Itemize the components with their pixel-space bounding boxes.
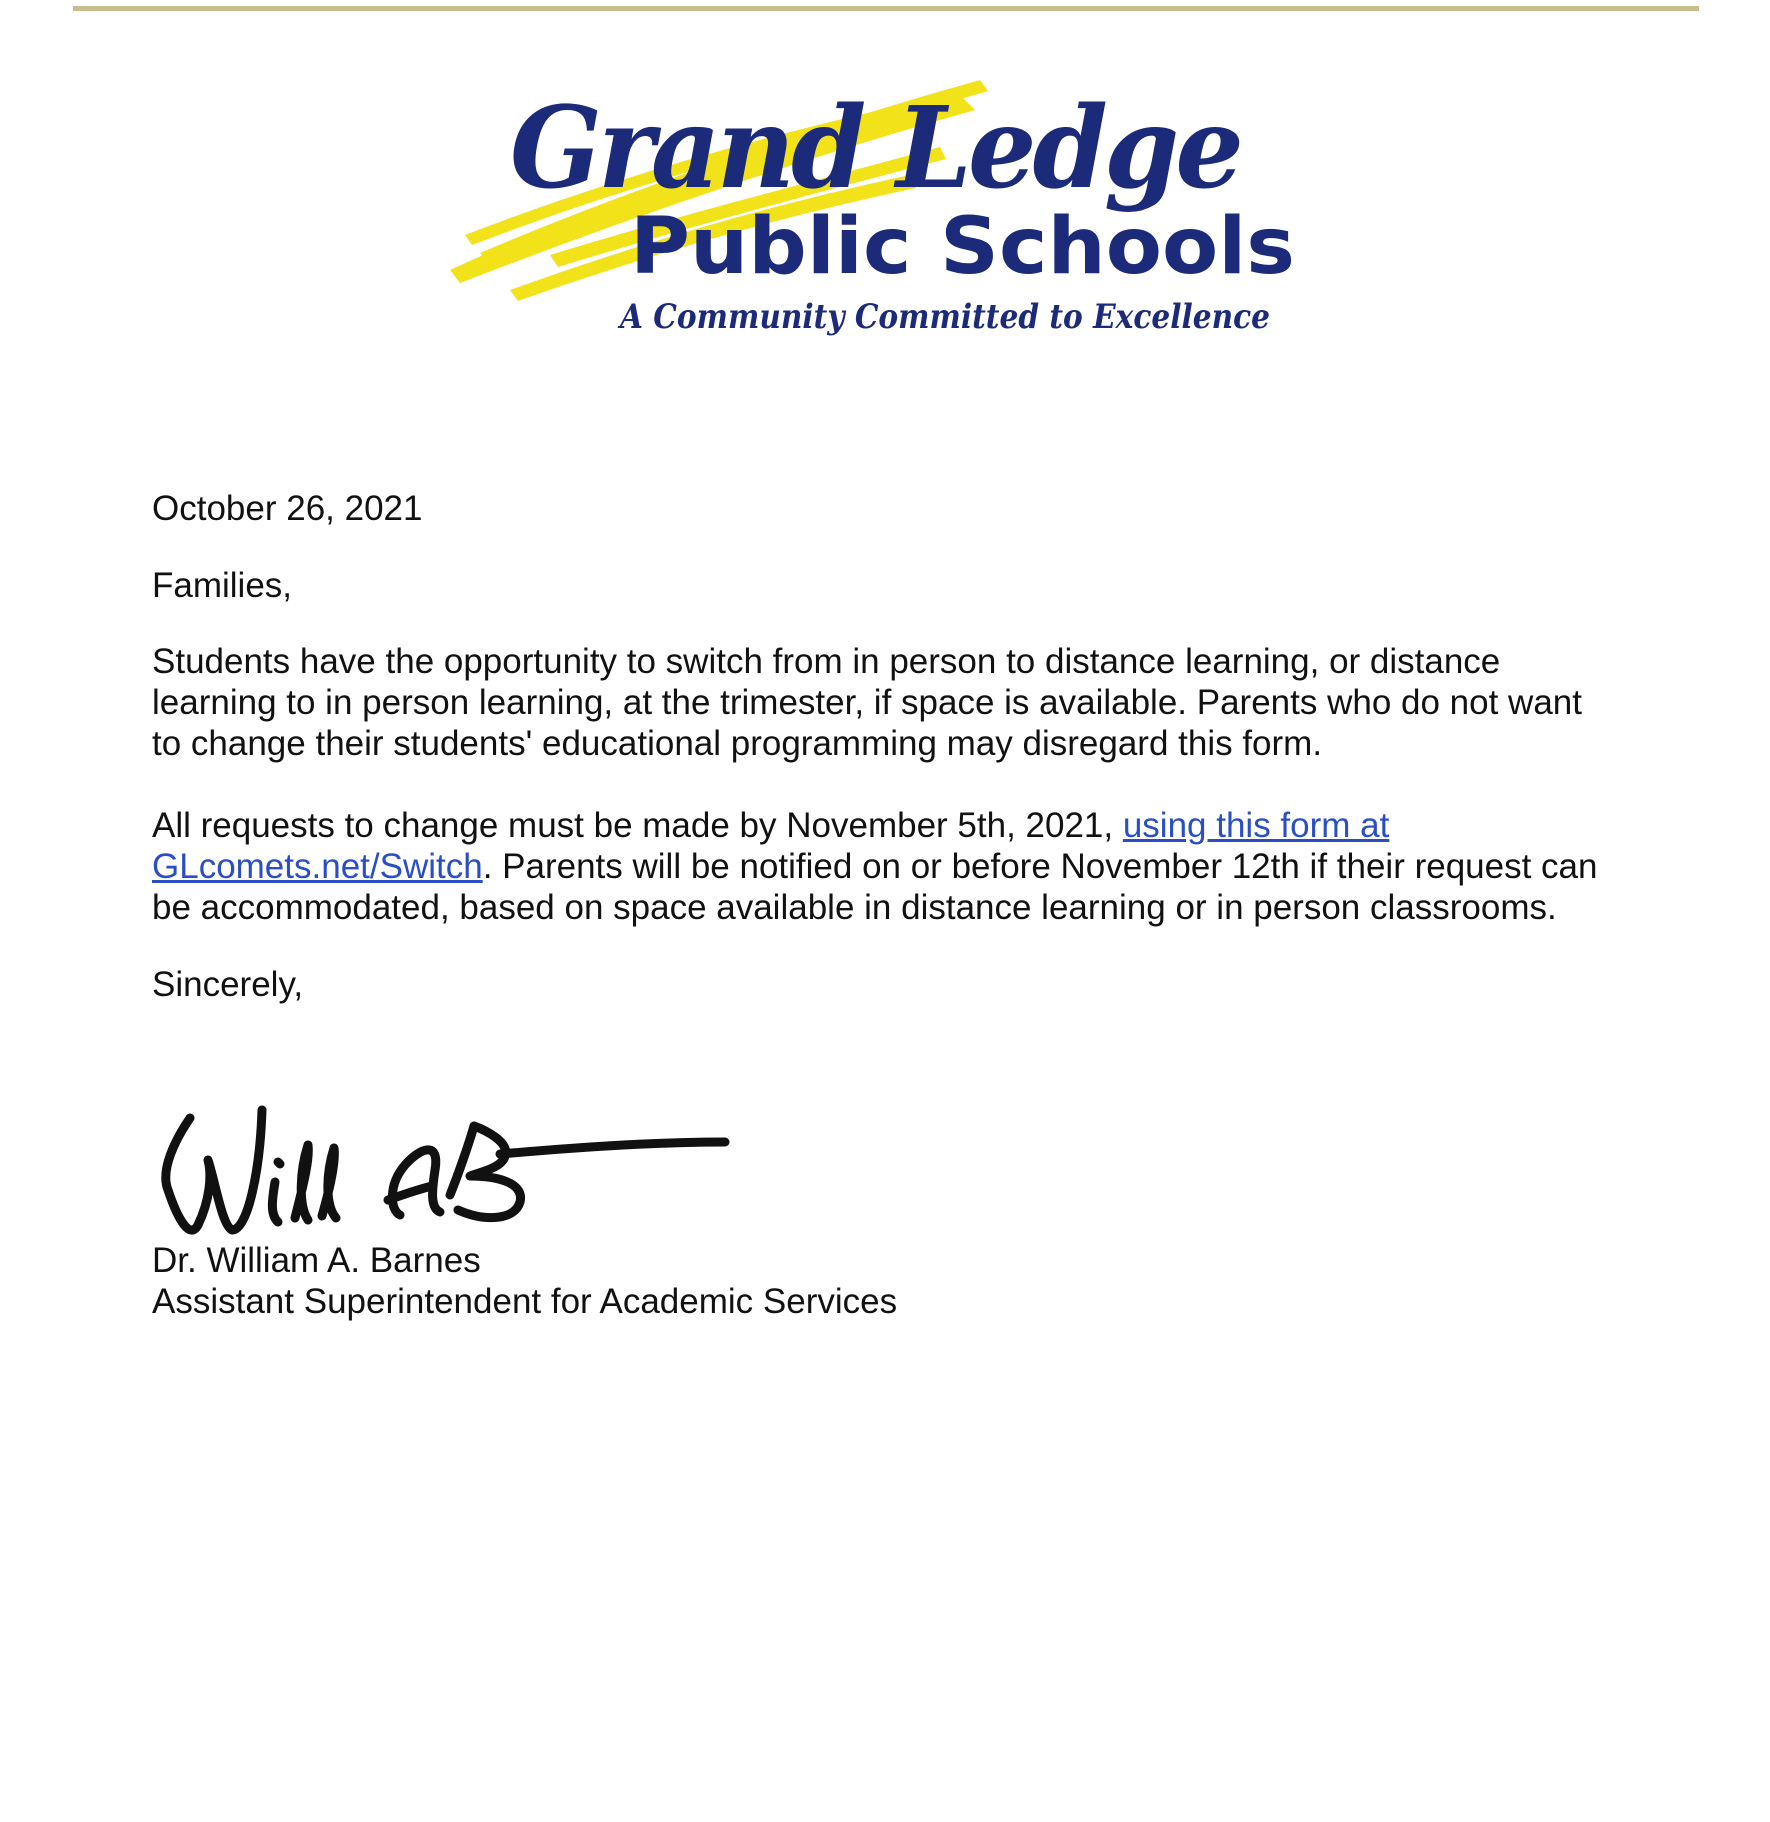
top-rule xyxy=(73,6,1699,11)
signer-name: Dr. William A. Barnes xyxy=(152,1241,481,1280)
letter-date: October 26, 2021 xyxy=(152,489,423,528)
logo-line1: Grand Ledge xyxy=(510,83,1240,214)
paragraph2-text-before-link: All requests to change must be made by November 5th, 2021, xyxy=(152,806,1123,845)
logo-tagline: A Community Committed to Excellence xyxy=(617,297,1270,337)
salutation: Families, xyxy=(152,566,293,605)
signer-title: Assistant Superintendent for Academic Services xyxy=(152,1282,898,1321)
district-logo xyxy=(440,55,1320,345)
paragraph2-text-after-link: . Parents will be notified on or before November 12th if their request can be accommodated, based on space available in distance learning or in person classrooms. xyxy=(152,847,1598,927)
signer-block xyxy=(152,1240,897,1322)
logo-line2: Public Schools xyxy=(630,202,1295,292)
paragraph-switch-opportunity: Students have the opportunity to switch from in person to distance learning, or distance learning to in person learning, at the trimester, if space is available. Parents who do not want to change their students' educational programming may disregard this form. xyxy=(152,642,1582,763)
handwritten-signature xyxy=(150,1090,740,1240)
closing: Sincerely, xyxy=(152,965,304,1004)
letter-body xyxy=(152,488,1602,1005)
switch-form-link[interactable]: using this form at GLcomets.net/Switch xyxy=(152,806,1390,886)
paragraph-request-deadline xyxy=(152,805,1602,928)
